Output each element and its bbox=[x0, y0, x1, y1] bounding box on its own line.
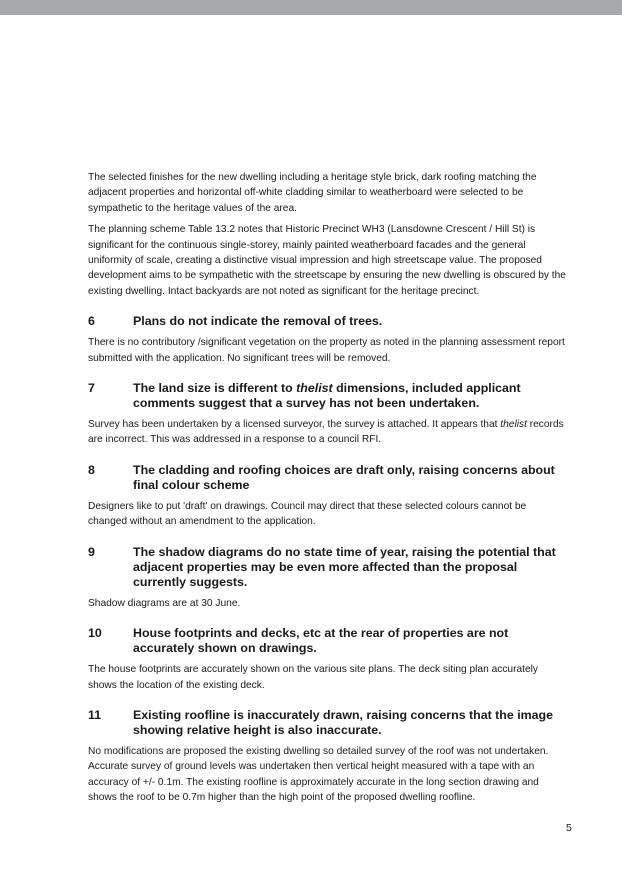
paragraph: The selected finishes for the new dwelling including a heritage style brick, dark roofing matching the adjacent properties and horizontal off-white cladding similar to weatherboard were selected to be sympathetic to the heritage values of the area. bbox=[88, 172, 537, 214]
document-body bbox=[88, 170, 568, 812]
section-title: Plans do not indicate the removal of trees. bbox=[133, 314, 383, 329]
section-body: The house footprints are accurately shown on the various site plans. The deck siting plan accurately shows the location of the existing deck. bbox=[88, 664, 539, 691]
section-10 bbox=[88, 626, 568, 693]
section-body: No modifications are proposed the existing dwelling so detailed survey of the roof was not undertaken. Accurate survey of ground levels was undertaken then vertical height measured with a tape with an accuracy of +/- 0.1m. The existing roofline is approximately accurate in the long section drawing and shows the roof to be 0.7m higher than the high point of the proposed dwelling roofline. bbox=[88, 745, 549, 804]
section-7 bbox=[88, 381, 568, 448]
section-body: Shadow diagrams are at 30 June. bbox=[88, 597, 241, 609]
section-heading bbox=[88, 545, 568, 590]
body-text: records are incorrect. This was addressed in a response to a council RFI. bbox=[88, 419, 564, 446]
section-9 bbox=[88, 545, 568, 611]
section-number: 9 bbox=[88, 544, 95, 559]
section-6 bbox=[88, 314, 568, 366]
section-number: 6 bbox=[88, 314, 95, 329]
section-11 bbox=[88, 708, 568, 806]
section-heading bbox=[88, 314, 568, 329]
body-emphasis: thelist bbox=[500, 419, 527, 431]
section-heading bbox=[88, 381, 568, 411]
section-number: 8 bbox=[88, 462, 95, 477]
title-emphasis: thelist bbox=[296, 381, 333, 396]
section-number: 11 bbox=[88, 707, 102, 722]
section-body: There is no contributory /significant vegetation on the property as noted in the planning assessment report submitted with the application. No significant trees will be removed. bbox=[88, 337, 565, 364]
header-bar bbox=[0, 0, 622, 15]
section-8 bbox=[88, 463, 568, 530]
section-number: 7 bbox=[88, 381, 95, 396]
section-body: Designers like to put 'draft' on drawings. Council may direct that these selected colours cannot be changed without an amendment to the application. bbox=[88, 500, 527, 528]
section-title: The shadow diagrams do no state time of year, raising the potential that adjacent properties may be even more affected than the proposal currently suggests. bbox=[133, 544, 556, 589]
body-text: Survey has been undertaken by a licensed surveyor, the survey is attached. It appears that bbox=[88, 419, 501, 431]
title-text: dimensions, included applicant comments suggest that a survey has not been undertaken. bbox=[133, 381, 521, 411]
section-body bbox=[88, 417, 568, 448]
section-title: The cladding and roofing choices are draft only, raising concerns about final colour scheme bbox=[133, 462, 555, 492]
section-number: 10 bbox=[88, 626, 102, 641]
section-heading bbox=[88, 708, 568, 738]
title-text: The land size is different to bbox=[133, 381, 297, 396]
page-number: 5 bbox=[566, 822, 572, 834]
section-title: House footprints and decks, etc at the rear of properties are not accurately shown on drawings. bbox=[133, 626, 509, 656]
section-title: Existing roofline is inaccurately drawn, raising concerns that the image showing relative height is also inaccurate. bbox=[133, 707, 554, 737]
paragraph: The planning scheme Table 13.2 notes that Historic Precinct WH3 (Lansdowne Crescent / Hill St) is significant for the continuous single-storey, mainly painted weatherboard facades and the general uniformity of scale, creating a distinctive visual impression and high streetscape value. The proposed development aims to be sympathetic with the streetscape by ensuring the new dwelling is obscured by the existing dwelling. Intact backyards are not noted as significant for the heritage precinct. bbox=[88, 224, 566, 297]
section-heading bbox=[88, 463, 568, 493]
section-heading bbox=[88, 626, 568, 656]
section-title bbox=[133, 381, 568, 411]
